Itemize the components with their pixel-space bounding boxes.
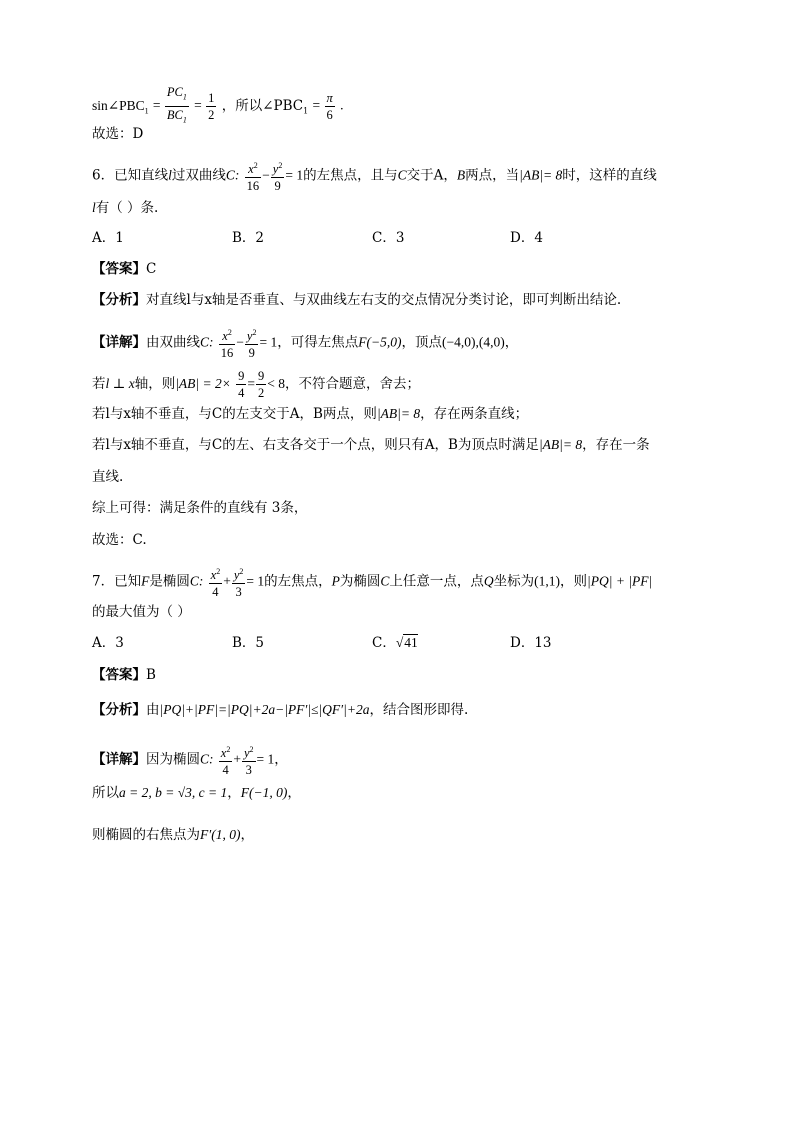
q6-detail-line2: 若l ⊥ x轴，则|AB| = 2× $\frac{9}{4}$ = $\frac{9}{2}$ < 8，不符合题意，舍去； — [92, 369, 421, 400]
q7-stem-line2: 的最大值为（ ） — [92, 604, 191, 620]
q6-stem-line2: l有（ ）条. — [92, 200, 159, 216]
q7-detail-frac-x: $\frac{x^2}{4}$ — [219, 742, 233, 778]
q6-detail-line7: 故选：C. — [92, 532, 147, 548]
q6-analysis-line: 【分析】对直线l与x轴是否垂直、与双曲线左右支的交点情况分类讨论，即可判断出结论. — [92, 292, 622, 308]
q7-detail-frac-y: $\frac{y^2}{3}$ — [242, 742, 256, 778]
q5-fraction-pi-6: $\frac{\pi}{6}$ — [326, 90, 333, 122]
q7-option-d: D．13 — [510, 635, 552, 651]
q5-formula-line: $\sin\angle PBC_1$ = $\frac{PC_1}{BC_1}$ = $\frac{1}{2}$ ，所以$\angle PBC_1$ = $\frac{\pi}{6}$ . — [92, 84, 343, 128]
q5-fraction-half: $\frac{1}{2}$ — [208, 90, 215, 122]
q6-detail-frac-x: $\frac{x^2}{16}$ — [219, 325, 236, 361]
q7-ellipse-frac-x: $\frac{x^2}{4}$ — [209, 564, 223, 600]
q6-answer-line: 【答案】C — [92, 261, 157, 277]
q7-detail-line1: 【详解】因为椭圆C: $\frac{x^2}{4}$ + $\frac{y^2}{3}$ = 1， — [92, 742, 288, 778]
q6-hyperbola-frac-y: $\frac{y^2}{9}$ — [271, 158, 285, 194]
q6-option-a: A．1 — [92, 230, 124, 246]
q6-detail-line6: 综上可得：满足条件的直线有 3条， — [92, 500, 308, 516]
q6-detail-frac-y: $\frac{y^2}{9}$ — [245, 325, 259, 361]
q5-fraction-pc-bc: $\frac{PC_1}{BC_1}$ — [166, 85, 187, 124]
q6-hyperbola-frac-x: $\frac{x^2}{16}$ — [245, 158, 262, 194]
q5-answer-line: 故选：D — [92, 126, 144, 142]
q7-answer-line: 【答案】B — [92, 667, 156, 683]
q7-detail-line2: 所以a = 2, b = √3, c = 1，F(−1, 0)， — [92, 785, 301, 801]
q5-middle-text: ，所以$\angle PBC_1$ — [221, 97, 309, 116]
q7-analysis-line: 【分析】由|PQ|+|PF|=|PQ|+2a−|PF′|≤|QF′|+2a，结合图形即得. — [92, 702, 469, 718]
q7-option-c: C．√41 — [372, 635, 418, 651]
q6-stem-line1: 6．已知直线l过双曲线C: $\frac{x^2}{16}$ − $\frac{y^2}{9}$ = 1的左焦点，且与C交于A，B两点，当|AB|= 8时，这样的直线 — [92, 158, 657, 194]
q7-stem-line1: 7．已知F是椭圆C: $\frac{x^2}{4}$ + $\frac{y^2}{3}$ = 1的左焦点，P为椭圆C上任意一点，点Q坐标为(1,1)，则|PQ| + |PF| — [92, 564, 652, 600]
q7-ellipse-frac-y: $\frac{y^2}{3}$ — [232, 564, 246, 600]
q6-detail-line3: 若l与x轴不垂直，与C的左支交于A，B两点，则|AB|= 8，存在两条直线； — [92, 406, 529, 422]
q6-detail-line5: 直线. — [92, 469, 124, 485]
q6-option-c: C．3 — [372, 230, 405, 246]
q7-option-a: A．3 — [92, 635, 124, 651]
q6-detail-line1: 【详解】由双曲线C: $\frac{x^2}{16}$ − $\frac{y^2}{9}$ = 1，可得左焦点F(−5,0)，顶点(−4,0),(4,0)， — [92, 325, 518, 361]
q5-sin-expr: $\sin\angle PBC_1$ — [92, 97, 149, 116]
q6-frac-9-4: $\frac{9}{4}$ — [238, 369, 245, 400]
q6-option-b: B．2 — [232, 230, 265, 246]
q6-detail-line4: 若l与x轴不垂直，与C的左、右支各交于一个点，则只有A，B为顶点时满足|AB|= 8，存在一条 — [92, 437, 650, 453]
q6-option-d: D．4 — [510, 230, 543, 246]
q7-detail-line3: 则椭圆的右焦点为F′(1, 0)， — [92, 827, 254, 843]
q7-option-b: B．5 — [232, 635, 265, 651]
q6-frac-9-2: $\frac{9}{2}$ — [258, 369, 265, 400]
